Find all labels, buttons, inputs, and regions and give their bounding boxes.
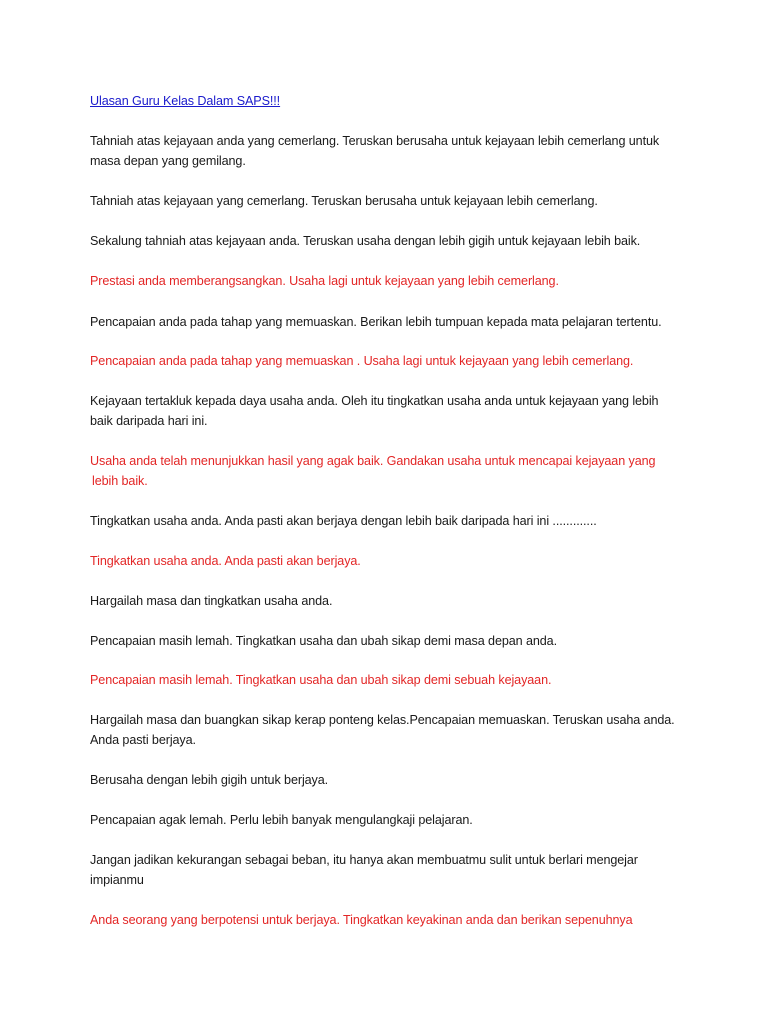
comment-10-line-1: Tingkatkan usaha anda. Anda pasti akan berjaya. bbox=[90, 554, 361, 568]
comment-7-line-1: Kejayaan tertakluk kepada daya usaha anda. Oleh itu tingkatkan usaha anda untuk kejayaan yang lebih bbox=[90, 394, 659, 408]
comment-11-line-1: Hargailah masa dan tingkatkan usaha anda. bbox=[90, 594, 333, 608]
comment-18-line-1: Anda seorang yang berpotensi untuk berjaya. Tingkatkan keyakinan anda dan berikan sepenuhnya bbox=[90, 913, 633, 927]
comment-15-line-1: Berusaha dengan lebih gigih untuk berjaya. bbox=[90, 773, 329, 787]
comment-11 bbox=[90, 592, 690, 612]
comment-13-line-1: Pencapaian masih lemah. Tingkatkan usaha dan ubah sikap demi sebuah kejayaan. bbox=[90, 673, 552, 687]
comment-4 bbox=[90, 272, 690, 292]
comment-12 bbox=[90, 632, 690, 652]
comment-3 bbox=[90, 232, 690, 252]
comment-10 bbox=[90, 552, 690, 572]
comment-14-line-2: Anda pasti berjaya. bbox=[90, 732, 196, 747]
comment-2-line-1: Tahniah atas kejayaan yang cemerlang. Teruskan berusaha untuk kejayaan lebih cemerlang. bbox=[90, 194, 598, 208]
comment-4-line-1: Prestasi anda memberangsangkan. Usaha lagi untuk kejayaan yang lebih cemerlang. bbox=[90, 274, 559, 288]
comment-9-line-1: Tingkatkan usaha anda. Anda pasti akan berjaya dengan lebih baik daripada hari ini ............. bbox=[90, 514, 597, 528]
comment-2 bbox=[90, 192, 690, 212]
comment-9 bbox=[90, 512, 690, 532]
comment-8 bbox=[90, 452, 690, 491]
comment-16-line-1: Pencapaian agak lemah. Perlu lebih banyak mengulangkaji pelajaran. bbox=[90, 813, 473, 827]
comment-3-line-1: Sekalung tahniah atas kejayaan anda. Teruskan usaha dengan lebih gigih untuk kejayaan lebih baik. bbox=[90, 234, 641, 248]
comment-16 bbox=[90, 811, 690, 831]
comment-8-line-2: lebih baik. bbox=[92, 473, 148, 488]
comment-14-line-1: Hargailah masa dan buangkan sikap kerap ponteng kelas.Pencapaian memuaskan. Teruskan usaha anda. bbox=[90, 713, 675, 727]
comment-17-line-2: impianmu bbox=[90, 872, 144, 887]
comment-7-line-2: baik daripada hari ini. bbox=[90, 413, 208, 428]
comment-15 bbox=[90, 771, 690, 791]
comment-7 bbox=[90, 392, 690, 431]
comment-6-line-1: Pencapaian anda pada tahap yang memuaskan . Usaha lagi untuk kejayaan yang lebih cemerlang. bbox=[90, 354, 634, 368]
comment-14 bbox=[90, 711, 690, 750]
comment-1-line-2: masa depan yang gemilang. bbox=[90, 153, 246, 168]
comment-17-line-1: Jangan jadikan kekurangan sebagai beban, itu hanya akan membuatmu sulit untuk berlari mengejar bbox=[90, 853, 638, 867]
title-link-paragraph bbox=[90, 92, 690, 112]
comment-5-line-1: Pencapaian anda pada tahap yang memuaskan. Berikan lebih tumpuan kepada mata pelajaran tertentu. bbox=[90, 315, 662, 329]
comment-18 bbox=[90, 911, 690, 931]
comment-6 bbox=[90, 352, 690, 372]
title-link[interactable]: Ulasan Guru Kelas Dalam SAPS!!! bbox=[90, 94, 281, 108]
comment-1-line-1: Tahniah atas kejayaan anda yang cemerlang. Teruskan berusaha untuk kejayaan lebih cemerlang untuk bbox=[90, 134, 660, 148]
comment-17 bbox=[90, 851, 690, 890]
comment-1 bbox=[90, 132, 690, 171]
comment-5 bbox=[90, 313, 690, 333]
comment-8-line-1: Usaha anda telah menunjukkan hasil yang agak baik. Gandakan usaha untuk mencapai kejayaan yang bbox=[90, 454, 656, 468]
comment-12-line-1: Pencapaian masih lemah. Tingkatkan usaha dan ubah sikap demi masa depan anda. bbox=[90, 634, 557, 648]
comment-13 bbox=[90, 671, 690, 691]
